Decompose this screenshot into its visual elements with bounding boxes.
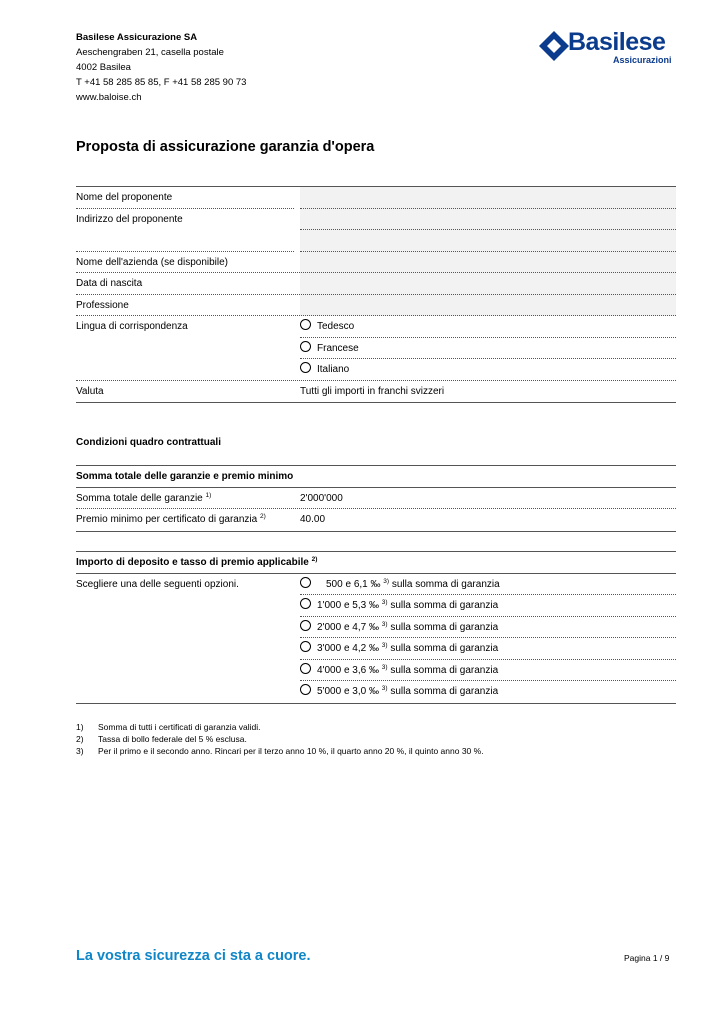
total-guarantees-row (76, 488, 676, 510)
radio-italian[interactable] (300, 362, 311, 373)
language-row-french (76, 338, 676, 360)
radio-deposit-option[interactable] (300, 684, 311, 695)
applicant-address-field-1[interactable] (300, 209, 676, 231)
deposit-option-label: 5'000 e 3,0 ‰ $^{3)}$ sulla somma di garanzia (317, 685, 499, 697)
radio-label-french: Francese (317, 342, 359, 354)
footnote-3: 3) Per il primo e il secondo anno. Rincari per il terzo anno 10 %, il quarto anno 20 %, il quinto anno 30 %. (76, 746, 484, 756)
radio-german[interactable] (300, 319, 311, 330)
deposit-section (76, 551, 676, 704)
deposit-option-label: 3'000 e 4,2 ‰ $^{3)}$ sulla somma di garanzia (317, 642, 499, 654)
footnote-1: 1) Somma di tutti i certificati di garanzia validi. (76, 722, 261, 732)
deposit-options (76, 574, 676, 703)
deposit-option-row (76, 595, 676, 617)
company-name-label: Nome dell'azienda (se disponibile) (76, 256, 228, 268)
company-logo (538, 28, 680, 68)
minimum-premium-label: Premio minimo per certificato di garanzia $^{2)}$ (76, 513, 266, 525)
applicant-section (76, 186, 676, 403)
deposit-option-row (76, 574, 676, 596)
deposit-heading: Importo di deposito e tasso di premio applicabile $^{2)}$ (76, 556, 318, 568)
currency-value: Tutti gli importi in franchi svizzeri (300, 385, 445, 397)
deposit-option-row (76, 660, 676, 682)
deposit-option-row (76, 638, 676, 660)
company-address-line-2: 4002 Basilea (76, 62, 131, 73)
applicant-name-row (76, 187, 676, 209)
choose-option-label: Scegliere una delle seguenti opzioni. (76, 578, 239, 590)
minimum-premium-row (76, 509, 676, 531)
footer-slogan: La vostra sicurezza ci sta a cuore. (76, 948, 311, 964)
deposit-option-label: 2'000 e 4,7 ‰ $^{3)}$ sulla somma di garanzia (317, 620, 499, 633)
applicant-name-field[interactable] (300, 187, 676, 209)
totals-section (76, 465, 676, 532)
radio-deposit-option[interactable] (300, 598, 311, 609)
total-guarantees-value: 2'000'000 (300, 492, 343, 504)
radio-deposit-option[interactable] (300, 620, 311, 631)
birth-date-row (76, 273, 676, 295)
totals-heading: Somma totale delle garanzie e premio minimo (76, 471, 294, 482)
company-phone: T +41 58 285 85 85, F +41 58 285 90 73 (76, 77, 247, 88)
page-number: Pagina 1 / 9 (624, 953, 670, 963)
company-address (76, 30, 246, 105)
radio-deposit-option[interactable] (300, 577, 311, 588)
radio-deposit-option[interactable] (300, 641, 311, 652)
logo-subtitle: Assicurazioni (613, 55, 672, 65)
applicant-address-label: Indirizzo del proponente (76, 213, 183, 225)
company-name-row (76, 252, 676, 274)
birth-date-label: Data di nascita (76, 278, 143, 289)
company-website: www.baloise.ch (76, 92, 142, 103)
birth-date-field[interactable] (300, 273, 676, 295)
deposit-option-row (76, 681, 676, 703)
footnote-2: 2) Tassa di bollo federale del 5 % esclusa. (76, 734, 247, 744)
currency-row (76, 381, 676, 403)
deposit-option-label: 1'000 e 5,3 ‰ $^{3)}$ sulla somma di garanzia (317, 599, 499, 611)
company-name: Basilese Assicurazione SA (76, 32, 198, 43)
deposit-heading-row (76, 552, 676, 574)
deposit-option-label: 500 e 6,1 ‰ $^{3)}$ sulla somma di garanzia (326, 577, 500, 590)
applicant-address-row (76, 209, 676, 231)
minimum-premium-value: 40.00 (300, 514, 326, 525)
language-row-italian (76, 359, 676, 381)
deposit-option-row (76, 617, 676, 639)
footnotes (76, 721, 484, 757)
applicant-name-label: Nome del proponente (76, 192, 173, 203)
logo-brand: Basilese (568, 28, 666, 56)
total-guarantees-label: Somma totale delle garanzie $^{1)}$ (76, 491, 212, 504)
profession-field[interactable] (300, 295, 676, 317)
radio-label-german: Tedesco (317, 321, 355, 332)
profession-row (76, 295, 676, 317)
currency-label: Valuta (76, 385, 104, 397)
applicant-address-field-2[interactable] (300, 230, 676, 252)
deposit-option-label: 4'000 e 3,6 ‰ $^{3)}$ sulla somma di garanzia (317, 663, 499, 676)
company-name-field[interactable] (300, 252, 676, 274)
company-address-line-1: Aeschengraben 21, casella postale (76, 47, 224, 58)
language-row-german (76, 316, 676, 338)
profession-label: Professione (76, 299, 129, 311)
totals-heading-row (76, 466, 676, 488)
radio-french[interactable] (300, 341, 311, 352)
framework-heading: Condizioni quadro contrattuali (76, 437, 221, 448)
applicant-address-row-2 (76, 230, 676, 252)
language-label: Lingua di corrispondenza (76, 321, 188, 332)
radio-deposit-option[interactable] (300, 663, 311, 674)
page-title: Proposta di assicurazione garanzia d'opera (76, 139, 375, 155)
diamond-logo-icon (538, 30, 570, 62)
radio-label-italian: Italiano (317, 364, 350, 375)
